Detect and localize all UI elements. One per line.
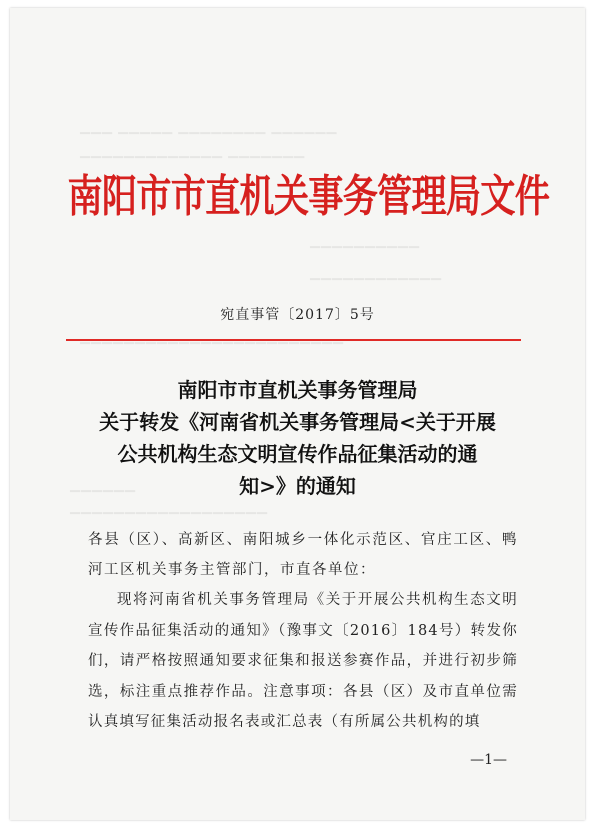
notice-title-line: 关于转发《河南省机关事务管理局<关于开展 <box>99 410 496 434</box>
bleed-through-mark: ▁▁▁▁▁▁▁▁▁▁▁▁▁▁▁▁▁▁▁▁▁▁▁▁ <box>80 330 344 345</box>
bleed-through-mark: ▁▁▁▁▁▁▁▁▁▁ <box>310 234 420 249</box>
bleed-through-mark: ▁▁▁▁▁▁ <box>70 478 136 493</box>
body-paragraph: 现将河南省机关事务管理局《关于开展公共机构生态文明宣传作品征集活动的通知》（豫事文〔2016〕184号）转发你们，请严格按照通知要求征集和报送参赛作品，并进行初步筛选，标注重点推荐作品。注意事项：各县（区）及市直单位需认真填写征集活动报名表或汇总表（有所属公共机构的填 <box>88 592 518 730</box>
page-number: —1— <box>470 752 507 768</box>
notice-title-line: 公共机构生态文明宣传作品征集活动的通 <box>117 442 478 466</box>
document-number: 宛直事管〔2017〕5号 <box>220 307 375 323</box>
bleed-through-mark: ▁▁▁ ▁▁▁▁▁ ▁▁▁▁▁▁▁▁ ▁▁▁▁▁▁ <box>80 120 338 135</box>
document-page <box>10 8 585 820</box>
bleed-through-mark: ▁▁▁▁▁▁▁▁▁▁▁▁ <box>310 266 442 281</box>
notice-title-line: 南阳市市直机关事务管理局 <box>177 378 418 402</box>
document-masthead: 南阳市市直机关事务管理局文件 <box>67 171 550 222</box>
notice-title-line: 知>》的通知 <box>239 474 356 498</box>
salutation-paragraph: 各县（区）、高新区、南阳城乡一体化示范区、官庄工区、鸭河工区机关事务主管部门，市直各单位： <box>88 532 518 578</box>
red-separator-line <box>66 339 521 341</box>
notice-title <box>80 374 515 502</box>
bleed-through-mark: ▁▁▁▁▁▁▁▁▁▁▁▁▁ ▁▁▁▁▁▁▁ <box>80 144 306 159</box>
bleed-through-mark: ▁▁▁▁▁▁▁▁▁▁▁▁▁▁▁▁▁▁ <box>70 500 268 515</box>
